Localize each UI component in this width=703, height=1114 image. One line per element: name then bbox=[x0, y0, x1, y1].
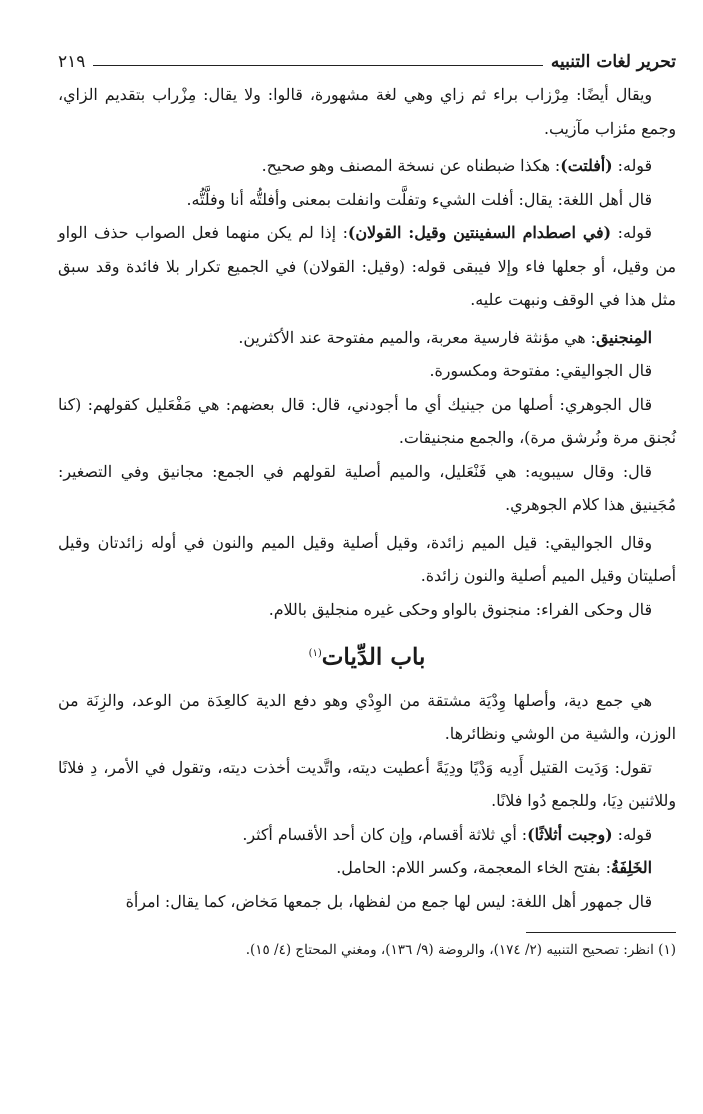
paragraph: قال: وقال سيبويه: هي فَنْعَليل، والميم أصلية لقولهم في الجمع: مجانيق وفي التصغير: مُجَينيق هذا كلام الجوهري. bbox=[58, 461, 676, 514]
footnote: (١) انظر: تصحيح التنبيه (٢/ ١٧٤)، والروضة (٩/ ١٣٦)، ومغني المحتاج (٤/ ١٥). bbox=[245, 942, 676, 959]
paragraph: قال الجوهري: أصلها من جينيك أي ما أجودني، قال: قال بعضهم: هي مَفْعَليل كقولهم: (كنا نُجنق مرة ونُرشق مرة)، والجمع منجنيقات. bbox=[58, 394, 676, 447]
running-header bbox=[58, 38, 676, 72]
page-number: ٢١٩ bbox=[58, 52, 86, 72]
header-rule bbox=[93, 65, 542, 66]
paragraph: وقال الجواليقي: قيل الميم زائدة، وقيل أصلية وقيل الميم والنون في أوله زائدتان وقيل أصليتان وقيل الميم أصلية والنون زائدة. bbox=[58, 532, 676, 585]
document-page bbox=[58, 38, 676, 1098]
paragraph: تقول: وَدَيت القتيل أَدِيه وَدْيًا ودِيَةً أعطيت ديته، واتَّديت أخذت ديته، وتقول في الأمر، دِ فلانًا وللاثنين دِيَا، وللجمع دُوا فلانًا. bbox=[58, 757, 676, 811]
paragraph: قال جمهور أهل اللغة: ليس لها جمع من لفظها، بل جمعها مَخاض، كما يقال: امرأة bbox=[125, 891, 652, 911]
section-heading: باب الدِّيات$^{(١)}$ bbox=[308, 643, 426, 671]
section-body bbox=[58, 684, 676, 919]
header-title: تحرير لغات التنبيه bbox=[550, 52, 676, 72]
paragraph: قال أهل اللغة: يقال: أفلت الشيء وتفلَّت وانفلت بمعنى وأفلتُّه أنا وفلَّتُّه. bbox=[186, 189, 652, 209]
paragraph: ويقال أيضًا: مِرْزاب براء ثم زاي وهي لغة مشهورة، قالوا: ولا يقال: مِزْراب بتقديم الزاي، وجمع مئزاب مآزيب. bbox=[58, 85, 676, 138]
paragraph: قوله: (وجبت أثلاثًا): أي ثلاثة أقسام، وإن كان أحد الأقسام أكثر. bbox=[242, 824, 652, 844]
footnote-marker: (١) bbox=[308, 648, 322, 659]
paragraph: المِنجنيق: هي مؤنثة فارسية معربة، والميم مفتوحة عند الأكثرين. bbox=[238, 327, 652, 347]
paragraph: الخَلِفَةُ: بفتح الخاء المعجمة، وكسر اللام: الحامل. bbox=[336, 858, 652, 878]
footnote-rule bbox=[526, 932, 676, 933]
body-text bbox=[58, 78, 676, 626]
paragraph: قوله: (في اصطدام السفينتين وقيل: القولان): إذا لم يكن منهما فعل الصواب حذف الواو من وقيل، أو جعلها فاء وإلا فيبقى قوله: (وقيل: القولان) في الجميع تكرار بلا فائدة وقد سبق مثل هذا في الوقف ونبهت عليه. bbox=[58, 223, 676, 309]
paragraph: قال الجواليقي: مفتوحة ومكسورة. bbox=[429, 361, 652, 380]
paragraph: هي جمع دية، وأصلها وِدْيَة مشتقة من الوِدْي وهو دفع الدية كالعِدَة من الوعد، والزِنَة من الوزن، والشية من الوشي ونظائرها. bbox=[58, 690, 676, 744]
paragraph: قال وحكى الفراء: منجنوق بالواو وحكى غيره منجليق باللام. bbox=[268, 599, 652, 619]
paragraph: قوله: (أفلتت): هكذا ضبطناه عن نسخة المصنف وهو صحيح. bbox=[261, 156, 652, 175]
